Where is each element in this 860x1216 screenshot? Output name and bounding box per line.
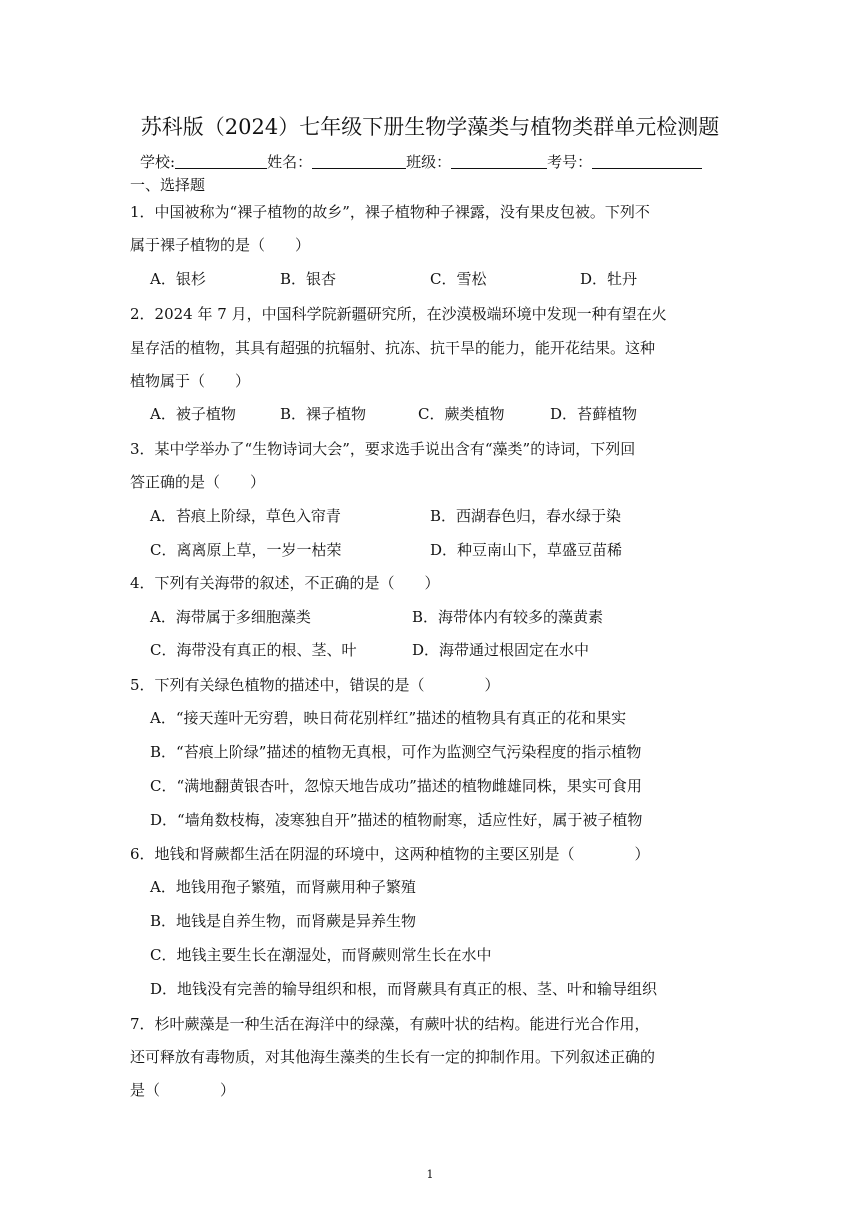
question-4-option-c[interactable]: C．海带没有真正的根、茎、叶 — [150, 641, 357, 659]
question-1-option-b[interactable]: B．银杏 — [280, 270, 337, 288]
question-7-line-3: 是（ ） — [130, 1081, 236, 1099]
question-1-option-c[interactable]: C．雪松 — [430, 270, 487, 288]
student-info-row — [140, 150, 702, 174]
question-5-option-b[interactable]: B．“苔痕上阶绿”描述的植物无真根，可作为监测空气污染程度的指示植物 — [150, 743, 642, 761]
question-2-option-b[interactable]: B．裸子植物 — [280, 405, 367, 423]
question-4-option-b[interactable]: B．海带体内有较多的藻黄素 — [412, 608, 604, 626]
question-2-option-c[interactable]: C．蕨类植物 — [418, 405, 505, 423]
question-6-option-b[interactable]: B．地钱是自养生物，而肾蕨是异养生物 — [150, 912, 417, 930]
name-label: 姓名： — [267, 153, 313, 171]
class-label: 班级： — [406, 153, 452, 171]
question-6-option-a[interactable]: A．地钱用孢子繁殖，而肾蕨用种子繁殖 — [150, 878, 416, 896]
question-3-option-a[interactable]: A．苔痕上阶绿，草色入帘青 — [150, 507, 341, 525]
question-1-option-d[interactable]: D．牡丹 — [580, 270, 638, 288]
question-4-option-a[interactable]: A．海带属于多细胞藻类 — [150, 608, 311, 626]
question-2-line-2: 星存活的植物，其具有超强的抗辐射、抗冻、抗干旱的能力，能开花结果。这种 — [130, 339, 656, 357]
question-3-option-d[interactable]: D．种豆南山下，草盛豆苗稀 — [430, 541, 623, 559]
school-blank[interactable] — [175, 152, 267, 169]
question-1-line-1: 1．中国被称为“裸子植物的故乡”，裸子植物种子裸露，没有果皮包被。下列不 — [130, 203, 650, 221]
question-2-line-1: 2．2024 年 7 月，中国科学院新疆研究所，在沙漠极端环境中发现一种有望在火 — [130, 305, 667, 323]
question-2-option-a[interactable]: A．被子植物 — [150, 405, 236, 423]
number-label: 考号： — [547, 153, 593, 171]
class-blank[interactable] — [451, 152, 547, 169]
school-label: 学校: — [140, 153, 176, 171]
question-3-line-1: 3．某中学举办了“生物诗词大会”，要求选手说出含有“藻类”的诗词，下列回 — [130, 440, 636, 458]
question-2-option-d[interactable]: D．苔藓植物 — [550, 405, 638, 423]
question-2-line-3: 植物属于（ ） — [130, 372, 251, 390]
page-title: 苏科版（2024）七年级下册生物学藻类与植物类群单元检测题 — [140, 115, 720, 139]
question-5-option-d[interactable]: D．“墙角数枝梅，凌寒独自开”描述的植物耐寒，适应性好，属于被子植物 — [150, 811, 643, 829]
question-5-line-1: 5．下列有关绿色植物的描述中，错误的是（ ） — [130, 676, 500, 694]
question-6-option-d[interactable]: D．地钱没有完善的输导组织和根，而肾蕨具有真正的根、茎、叶和输导组织 — [150, 980, 658, 998]
question-5-option-c[interactable]: C．“满地翻黄银杏叶，忽惊天地告成功”描述的植物雌雄同株，果实可食用 — [150, 777, 642, 795]
question-7-line-2: 还可释放有毒物质，对其他海生藻类的生长有一定的抑制作用。下列叙述正确的 — [130, 1048, 656, 1066]
question-4-line-1: 4．下列有关海带的叙述，不正确的是（ ） — [130, 574, 440, 592]
question-5-option-a[interactable]: A．“接天莲叶无穷碧，映日荷花别样红”描述的植物具有真正的花和果实 — [150, 709, 627, 727]
section-heading: 一、选择题 — [130, 176, 206, 194]
question-6-option-c[interactable]: C．地钱主要生长在潮湿处，而肾蕨则常生长在水中 — [150, 946, 492, 964]
question-6-line-1: 6．地钱和肾蕨都生活在阴湿的环境中，这两种植物的主要区别是（ ） — [130, 845, 650, 863]
page-number: 1 — [426, 1168, 434, 1181]
question-4-option-d[interactable]: D．海带通过根固定在水中 — [412, 641, 590, 659]
question-1-line-2: 属于裸子植物的是（ ） — [130, 236, 311, 254]
question-3-option-b[interactable]: B．西湖春色归，春水绿于染 — [430, 507, 622, 525]
question-7-line-1: 7．杉叶蕨藻是一种生活在海洋中的绿藻，有蕨叶状的结构。能进行光合作用， — [130, 1015, 650, 1033]
question-3-option-c[interactable]: C．离离原上草，一岁一枯荣 — [150, 541, 342, 559]
number-blank[interactable] — [592, 152, 702, 169]
question-1-option-a[interactable]: A．银杉 — [150, 270, 206, 288]
name-blank[interactable] — [312, 152, 406, 169]
question-3-line-2: 答正确的是（ ） — [130, 473, 266, 491]
